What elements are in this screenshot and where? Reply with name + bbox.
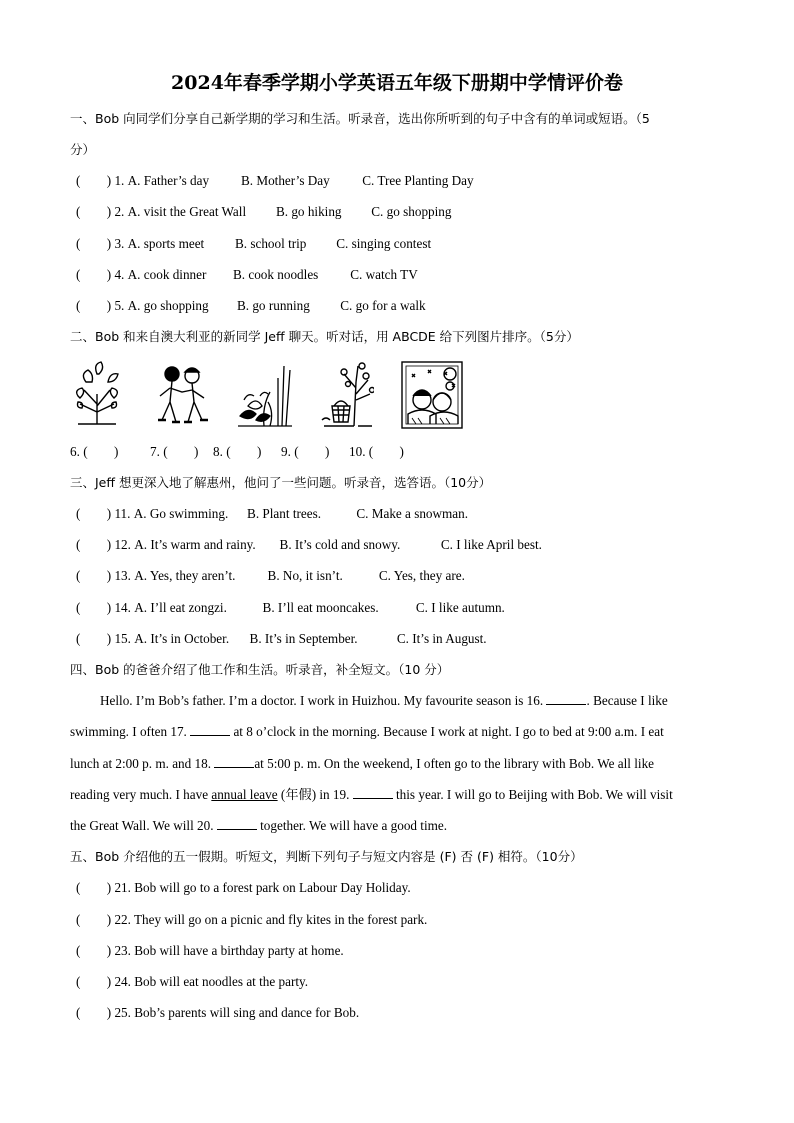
passage-text: at 8 o’clock in the morning. Because I work at night. I go to bed at 9:00 a.m. I eat: [233, 724, 664, 739]
question-14: [76, 599, 505, 617]
question-2: [76, 203, 451, 221]
option-c: C. Tree Planting Day: [362, 173, 474, 188]
option-c: C. Make a snowman.: [356, 506, 469, 521]
question-5: [76, 297, 426, 315]
passage-text: at 5:00 p. m. On the weekend, I often go to the library with Bob. We all like: [254, 756, 655, 771]
option-b: B. go running: [236, 298, 310, 313]
question-number: ( ) 13.: [76, 568, 131, 583]
picture-number-7: 7. ( ): [150, 444, 199, 459]
question-number: ( ) 14.: [76, 600, 131, 615]
question-21: ( ) 21. Bob will go to a forest park on Labour Day Holiday.: [76, 880, 411, 895]
option-a: A. It’s warm and rainy.: [134, 537, 256, 552]
option-a: A. It’s in October.: [134, 631, 230, 646]
blank-20[interactable]: [217, 817, 257, 830]
passage-text: (年假) in 19.: [280, 787, 350, 802]
question-3: [76, 235, 431, 253]
option-c: C. go shopping: [371, 204, 452, 219]
part1-heading-cont: 分）: [70, 142, 96, 157]
option-c: C. I like April best.: [440, 537, 542, 552]
question-12: [76, 536, 542, 554]
picture-number-9: 9. ( ): [281, 444, 330, 459]
option-b: B. It’s in September.: [249, 631, 358, 646]
picture-number-6: 6. ( ): [70, 444, 119, 459]
picture-number-10: 10. ( ): [349, 444, 404, 459]
page-title: 2024年春季学期小学英语五年级下册期中学情评价卷: [171, 72, 623, 94]
question-number: ( ) 4.: [76, 267, 125, 282]
part3-heading: 三、Jeff 想更深入地了解惠州，他问了一些问题。听录音，选答语。（10分）: [70, 475, 492, 490]
option-b: B. It’s cold and snowy.: [279, 537, 401, 552]
option-c: C. I like autumn.: [415, 600, 505, 615]
option-a: A. I’ll eat zongzi.: [134, 600, 227, 615]
blank-19[interactable]: [353, 786, 393, 799]
question-number: ( ) 2.: [76, 204, 125, 219]
question-number: ( ) 3.: [76, 236, 125, 251]
option-a: A. visit the Great Wall: [127, 204, 247, 219]
option-b: B. cook noodles: [232, 267, 319, 282]
part5-heading: 五、Bob 介绍他的五一假期。听短文，判断下列句子与短文内容是 (F) 否 (F) 相符。（10分）: [70, 849, 583, 864]
question-4: [76, 266, 418, 284]
option-a: A. Go swimming.: [133, 506, 229, 521]
option-b: B. Plant trees.: [247, 506, 322, 521]
option-c: C. singing contest: [336, 236, 432, 251]
option-b: B. school trip: [234, 236, 307, 251]
passage-text: Hello. I’m Bob’s father. I’m a doctor. I work in Huizhou. My favourite season is 16.: [100, 693, 544, 708]
passage-text: the Great Wall. We will 20.: [70, 818, 214, 833]
question-number: ( ) 12.: [76, 537, 131, 552]
option-a: A. sports meet: [127, 236, 205, 251]
option-b: B. I’ll eat mooncakes.: [262, 600, 379, 615]
question-1: [76, 172, 474, 190]
part4-heading: 四、Bob 的爸爸介绍了他工作和生活。听录音，补全短文。（10 分）: [70, 662, 450, 677]
question-15: [76, 630, 487, 648]
blank-16[interactable]: [546, 692, 586, 705]
option-b: B. Mother’s Day: [240, 173, 330, 188]
snowman-window-picture: [400, 360, 464, 430]
question-25: ( ) 25. Bob’s parents will sing and dance for Bob.: [76, 1005, 360, 1020]
part1-heading: 一、Bob 向同学们分享自己新学期的学习和生活。听录音，选出你所听到的句子中含有的单词或短语。（5: [70, 111, 650, 126]
part2-heading: 二、Bob 和来自澳大利亚的新同学 Jeff 聊天。听对话，用 ABCDE 给下列图片排序。（5分）: [70, 329, 579, 344]
question-number: ( ) 11.: [76, 506, 131, 521]
option-c: C. go for a walk: [340, 298, 426, 313]
option-a: A. Yes, they aren’t.: [134, 568, 236, 583]
question-number: ( ) 5.: [76, 298, 125, 313]
flowers-picture: [72, 360, 122, 428]
picture-row: [70, 360, 470, 432]
passage-text: reading very much. I have: [70, 787, 209, 802]
apple-tree-picture: [318, 360, 374, 428]
question-22: ( ) 22. They will go on a picnic and fly kites in the forest park.: [76, 912, 428, 927]
passage-line-1: [100, 692, 668, 710]
question-13: [76, 567, 465, 585]
passage-text: lunch at 2:00 p. m. and 18.: [70, 756, 212, 771]
passage-text: swimming. I often 17.: [70, 724, 187, 739]
passage-text: . Because I like: [586, 693, 668, 708]
option-a: A. cook dinner: [127, 267, 207, 282]
option-a: A. go shopping: [127, 298, 209, 313]
passage-text: together. We will have a good time.: [260, 818, 448, 833]
question-number: ( ) 15.: [76, 631, 131, 646]
question-24: ( ) 24. Bob will eat noodles at the party.: [76, 974, 309, 989]
option-c: C. Yes, they are.: [378, 568, 465, 583]
leaves-picture: [234, 360, 294, 428]
passage-line-4: [70, 786, 673, 804]
option-c: C. It’s in August.: [396, 631, 487, 646]
option-a: A. Father’s day: [127, 173, 210, 188]
passage-line-2: [70, 723, 664, 741]
option-b: B. No, it isn’t.: [267, 568, 343, 583]
underlined-term: annual leave: [211, 787, 278, 802]
blank-17[interactable]: [190, 723, 230, 736]
passage-line-3: [70, 755, 654, 773]
question-number: ( ) 1.: [76, 173, 125, 188]
question-11: [76, 505, 468, 523]
option-b: B. go hiking: [275, 204, 342, 219]
blank-18[interactable]: [214, 755, 254, 768]
option-c: C. watch TV: [350, 267, 418, 282]
passage-line-5: [70, 817, 447, 835]
passage-text: this year. I will go to Beijing with Bob. We will visit: [396, 787, 673, 802]
kids-walking-picture: [154, 360, 210, 428]
question-23: ( ) 23. Bob will have a birthday party at home.: [76, 943, 344, 958]
picture-number-8: 8. ( ): [213, 444, 262, 459]
